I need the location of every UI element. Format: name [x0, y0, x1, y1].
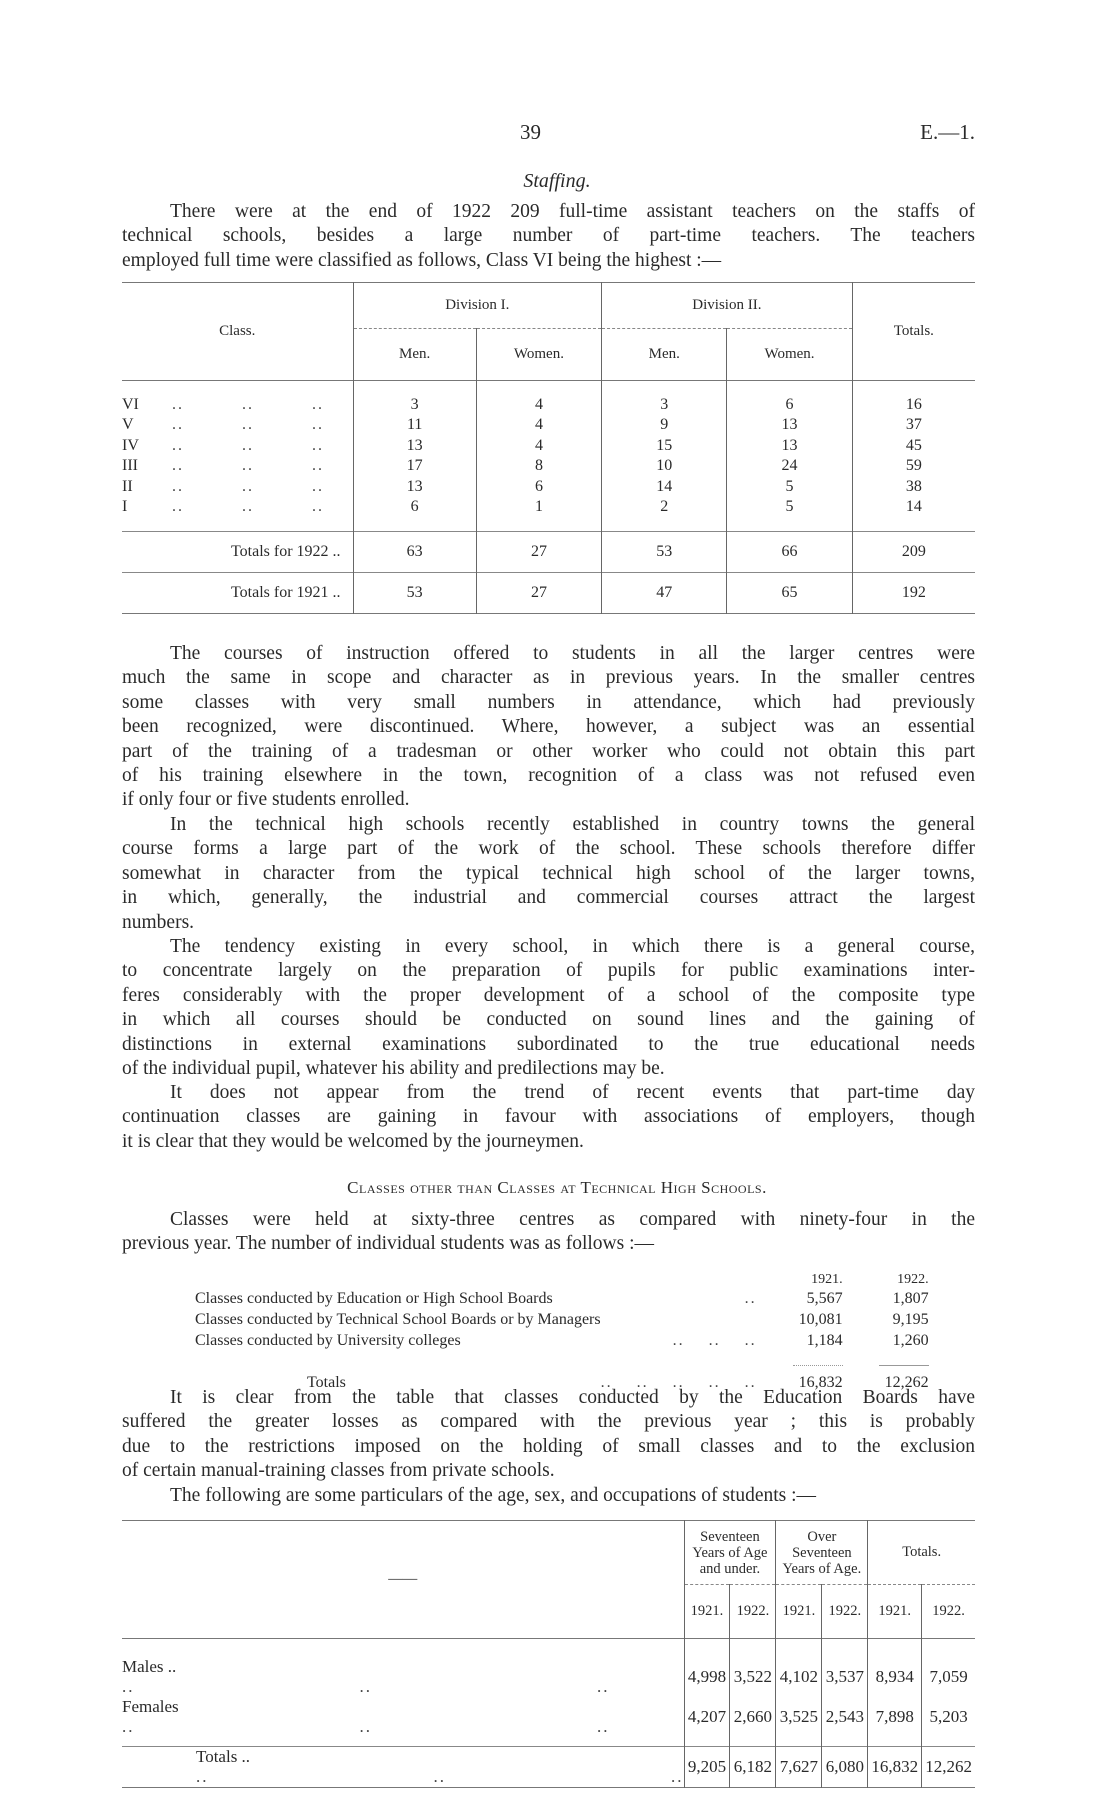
table-cell: 2,660	[730, 1697, 776, 1737]
table-cell: 209	[852, 532, 975, 573]
blank-header: ——	[388, 1571, 418, 1587]
table-cell: 7,898	[868, 1697, 922, 1737]
leader-dots	[601, 1309, 757, 1330]
students-table	[195, 1272, 929, 1393]
text-line: There were at the end of 1922 209 full-time assistant teachers on the staffs of	[170, 201, 975, 222]
table-cell: 9,205	[684, 1747, 730, 1788]
table-cell: 6	[727, 395, 852, 416]
table-cell: 192	[852, 573, 975, 614]
table-cell: 5	[727, 497, 852, 518]
text-line: The following are some particulars of the age, sex, and occupations of students :—	[170, 1485, 817, 1506]
table-cell: 1,184	[806, 1332, 843, 1349]
leader-dots: .. .. ..	[672, 1332, 757, 1349]
table-cell: 13	[353, 477, 476, 498]
table-cell: 65	[727, 573, 852, 614]
text-line: The tendency existing in every school, in which there is a general course,	[170, 936, 975, 957]
leader-dots: .. .. ..	[172, 416, 324, 434]
table-cell: 4	[476, 395, 601, 416]
table-cell: 11	[353, 415, 476, 436]
section-heading-other-classes: Classes other than Classes at Technical High Schools.	[347, 1178, 767, 1197]
table-cell: 66	[727, 532, 852, 573]
table-cell: 3,525	[776, 1697, 822, 1737]
text-line: It is clear from the table that classes conducted by the Education Boards have	[170, 1387, 975, 1408]
table-row	[195, 1288, 929, 1309]
year-1921: 1921.	[811, 1272, 843, 1287]
col-div1-men: Men.	[353, 329, 476, 381]
table-row	[122, 436, 975, 457]
text-line: much the same in scope and character as in previous years. In the smaller centres	[122, 667, 975, 689]
text-line: distinctions in external examinations subordinated to the true educational needs	[122, 1033, 975, 1055]
paragraph-centres	[122, 1208, 975, 1257]
text-line: numbers.	[122, 911, 195, 933]
totals-label: Totals for 1921 ..	[231, 584, 341, 601]
text-line: some classes with very small numbers in attendance, which had previously	[122, 691, 975, 713]
totals-row	[122, 1747, 975, 1788]
leader-dots: .. .. ..	[172, 395, 324, 413]
table-cell: 6,182	[730, 1747, 776, 1788]
totals-row	[122, 532, 975, 573]
table-cell: 15	[602, 436, 727, 457]
text-line: of his training elsewhere in the town, recognition of a class was not refused even	[122, 765, 975, 787]
table-row	[122, 395, 975, 416]
table-cell: 45	[852, 436, 975, 457]
table-cell: 5,567	[806, 1290, 843, 1307]
text-line: in which, generally, the industrial and commercial courses attract the largest	[122, 887, 975, 909]
table-cell: 37	[852, 415, 975, 436]
table-cell: 24	[727, 456, 852, 477]
table-cell: 4,207	[684, 1697, 730, 1737]
totals-row	[122, 573, 975, 614]
text-line: somewhat in character from the typical technical high school of the larger towns,	[122, 862, 975, 884]
leader-dots: .. .. ..	[196, 1767, 684, 1786]
leader-dots: .. .. ..	[172, 498, 324, 516]
leader-dots: .. .. ..	[172, 457, 324, 475]
table-cell: 47	[602, 573, 727, 614]
section-title-staffing: Staffing.	[523, 170, 591, 192]
text-line: suffered the greater losses as compared with the previous year ; this is probably	[122, 1411, 975, 1433]
table-row	[122, 477, 975, 498]
total-1922: 12,262	[884, 1374, 929, 1391]
paragraph-staffing	[122, 200, 975, 273]
table-cell: 9	[602, 415, 727, 436]
table-cell: 6,080	[822, 1747, 868, 1788]
text-line: course forms a large part of the work of the school. These schools therefore differ	[122, 838, 975, 860]
text-line: been recognized, were discontinued. Where, however, a subject was an essential	[122, 716, 975, 738]
col-year: 1922.	[922, 1585, 975, 1639]
col-year: 1921.	[684, 1585, 730, 1639]
leader-dots: .. .. ..	[122, 1716, 610, 1736]
table-cell: 6	[476, 477, 601, 498]
class-label: I	[122, 498, 128, 516]
table-cell: 13	[353, 436, 476, 457]
text-line: part of the training of a tradesman or other worker who could not obtain this part	[122, 740, 975, 762]
table-row	[122, 1657, 975, 1697]
leader-dots: ..	[744, 1290, 757, 1307]
leader-dots: .. .. ..	[172, 477, 324, 495]
table-cell: 3,522	[730, 1657, 776, 1697]
col-totals: Totals.	[868, 1521, 975, 1585]
table-cell: 5	[727, 477, 852, 498]
table-cell: 16,832	[868, 1747, 922, 1788]
table-cell: 5,203	[922, 1697, 975, 1737]
table-row	[122, 456, 975, 477]
table-cell: 12,262	[922, 1747, 975, 1788]
text-line: of certain manual-training classes from private schools.	[122, 1460, 555, 1482]
table-row	[122, 497, 975, 518]
table-cell: 38	[852, 477, 975, 498]
paragraph-technical-high-schools	[122, 813, 975, 935]
col-year: 1922.	[822, 1585, 868, 1639]
text-line: technical schools, besides a large number of part-time teachers. The teachers	[122, 225, 975, 247]
class-label: IV	[122, 436, 139, 454]
table-cell: 7,627	[776, 1747, 822, 1788]
table-cell: 53	[353, 573, 476, 614]
text-line: employed full time were classified as follows, Class VI being the highest :—	[122, 249, 722, 271]
col-class: Class.	[219, 323, 256, 339]
text-line: of the individual pupil, whatever his ability and predilections may be.	[122, 1058, 665, 1080]
leader-dots: .. .. ..	[172, 436, 324, 454]
table-cell: 4,102	[776, 1657, 822, 1697]
table-cell: 9,195	[892, 1311, 929, 1328]
document-reference: E.—1.	[920, 120, 975, 144]
total-1921: 16,832	[798, 1374, 843, 1391]
table-cell: 4	[476, 436, 601, 457]
text-line: In the technical high schools recently established in country towns the general	[170, 814, 975, 835]
table-cell: 59	[852, 456, 975, 477]
table-cell: 7,059	[922, 1657, 975, 1697]
table-cell: 10,081	[798, 1311, 843, 1328]
staffing-table	[122, 282, 975, 614]
table-cell: 6	[353, 497, 476, 518]
table-cell: 3,537	[822, 1657, 868, 1697]
table-cell: 2,543	[822, 1697, 868, 1737]
leader-dots: .. .. .. .. ..	[600, 1374, 757, 1391]
col-seventeen-and-under: Seventeen Years of Age and under.	[684, 1521, 776, 1585]
paragraph-particulars	[122, 1484, 975, 1508]
col-totals: Totals.	[852, 283, 975, 381]
text-line: if only four or five students enrolled.	[122, 789, 410, 811]
paragraph-tendency	[122, 935, 975, 1081]
table-cell: 1,260	[892, 1332, 929, 1349]
class-label: II	[122, 477, 133, 495]
table-cell: 14	[852, 497, 975, 518]
row-label: Classes conducted by Technical School Boards or by Managers	[195, 1311, 601, 1328]
paragraph-education-boards	[122, 1386, 975, 1484]
table-row	[195, 1309, 929, 1330]
text-line: in which all courses should be conducted on sound lines and the gaining of	[122, 1009, 975, 1031]
age-sex-table	[122, 1520, 975, 1788]
table-cell: 63	[353, 532, 476, 573]
table-cell: 1,807	[892, 1290, 929, 1307]
col-year: 1921.	[868, 1585, 922, 1639]
table-cell: 14	[602, 477, 727, 498]
table-cell: 8	[476, 456, 601, 477]
paragraph-courses	[122, 642, 975, 813]
table-cell: 13	[727, 436, 852, 457]
row-label: Classes conducted by University colleges	[195, 1332, 461, 1349]
table-cell: 17	[353, 456, 476, 477]
table-cell: 27	[476, 573, 601, 614]
paragraph-continuation-classes	[122, 1081, 975, 1154]
table-row	[122, 415, 975, 436]
table-cell: 16	[852, 395, 975, 416]
table-cell: 4,998	[684, 1657, 730, 1697]
text-line: to concentrate largely on the preparation of pupils for public examinations inter-	[122, 960, 975, 982]
text-line: It does not appear from the trend of recent events that part-time day	[170, 1082, 975, 1103]
table-cell: 13	[727, 415, 852, 436]
page-number: 39	[520, 120, 541, 144]
table-cell: 1	[476, 497, 601, 518]
row-label: Males ..	[122, 1656, 177, 1676]
year-1922: 1922.	[897, 1272, 929, 1287]
class-label: III	[122, 457, 138, 475]
col-year: 1922.	[730, 1585, 776, 1639]
table-cell: 2	[602, 497, 727, 518]
text-line: continuation classes are gaining in favour with associations of employers, though	[122, 1106, 975, 1128]
text-line: it is clear that they would be welcomed by the journeymen.	[122, 1130, 584, 1152]
table-cell: 4	[476, 415, 601, 436]
col-division-1: Division I.	[353, 283, 602, 329]
totals-label: Totals for 1922 ..	[231, 543, 341, 560]
col-year: 1921.	[776, 1585, 822, 1639]
class-label: V	[122, 416, 134, 434]
text-line: The courses of instruction offered to students in all the larger centres were	[170, 643, 975, 664]
row-label: Classes conducted by Education or High School Boards	[195, 1290, 553, 1307]
table-cell: 53	[602, 532, 727, 573]
text-line: Classes were held at sixty-three centres as compared with ninety-four in the	[170, 1209, 975, 1230]
col-division-2: Division II.	[602, 283, 853, 329]
table-cell: 3	[602, 395, 727, 416]
totals-label: Totals ..	[196, 1747, 251, 1766]
totals-label: Totals	[307, 1374, 346, 1391]
col-over-seventeen: Over Seventeen Years of Age.	[776, 1521, 868, 1585]
text-line: due to the restrictions imposed on the holding of small classes and to the exclusion	[122, 1435, 975, 1457]
table-row	[195, 1330, 929, 1351]
col-div1-women: Women.	[476, 329, 601, 381]
col-div2-men: Men.	[602, 329, 727, 381]
class-label: VI	[122, 395, 139, 413]
table-cell: 8,934	[868, 1657, 922, 1697]
col-div2-women: Women.	[727, 329, 852, 381]
table-cell: 27	[476, 532, 601, 573]
table-row	[122, 1697, 975, 1737]
leader-dots: .. .. ..	[122, 1676, 610, 1696]
table-cell: 10	[602, 456, 727, 477]
row-label: Females	[122, 1696, 179, 1716]
text-line: previous year. The number of individual students was as follows :—	[122, 1233, 655, 1255]
text-line: feres considerably with the proper development of a school of the composite type	[122, 984, 975, 1006]
table-cell: 3	[353, 395, 476, 416]
